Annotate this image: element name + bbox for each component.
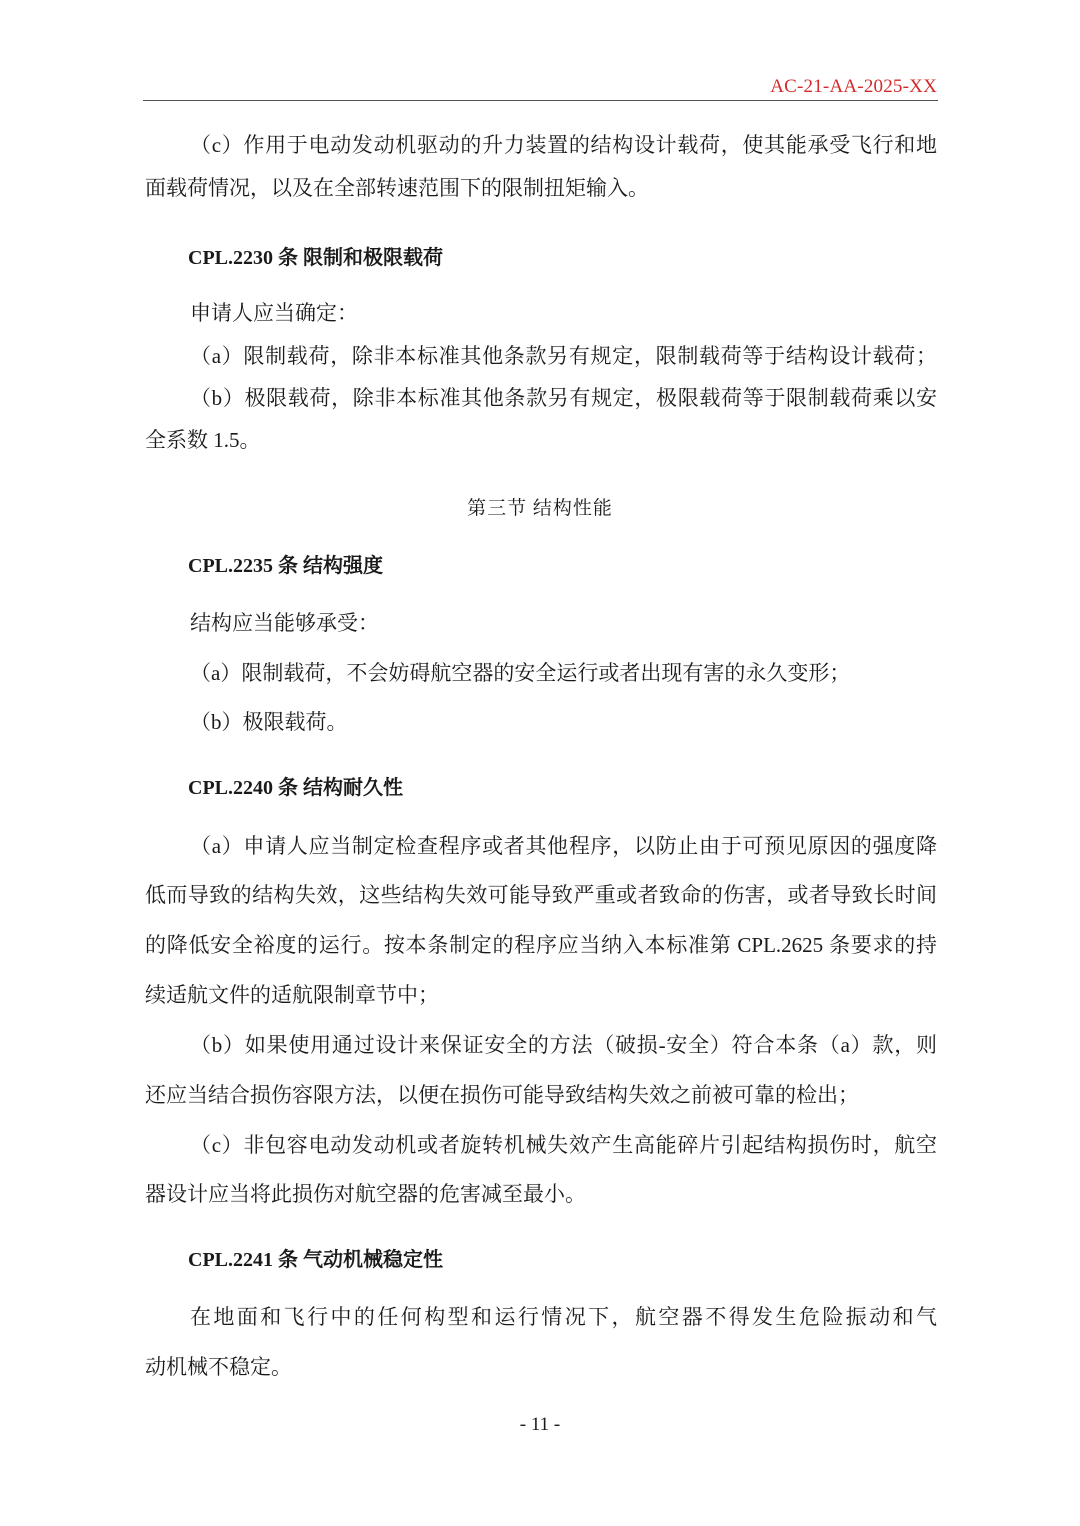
clause-heading: CPL.2241 条 气动机械稳定性	[188, 1249, 443, 1271]
header-divider	[143, 100, 938, 101]
text-line: 面载荷情况，以及在全部转速范围下的限制扭矩输入。	[145, 176, 649, 200]
text-line: （b）极限载荷，除非本标准其他条款另有规定，极限载荷等于限制载荷乘以安	[190, 386, 937, 410]
clause-heading: CPL.2240 条 结构耐久性	[188, 777, 403, 799]
text-line: 动机械不稳定。	[145, 1355, 292, 1379]
document-code: AC-21-AA-2025-XX	[770, 76, 937, 97]
text-line: 在地面和飞行中的任何构型和运行情况下，航空器不得发生危险振动和气	[190, 1305, 937, 1329]
text-line: 的降低安全裕度的运行。按本条制定的程序应当纳入本标准第 CPL.2625 条要求的持	[145, 933, 937, 957]
text-line: （c）作用于电动发动机驱动的升力装置的结构设计载荷，使其能承受飞行和地	[190, 133, 937, 157]
text-line: （b）如果使用通过设计来保证安全的方法（破损-安全）符合本条（a）款，则	[190, 1033, 937, 1057]
text-line: （c）非包容电动发动机或者旋转机械失效产生高能碎片引起结构损伤时，航空	[190, 1133, 937, 1157]
text-line: 申请人应当确定：	[190, 301, 358, 325]
section-title: 第三节 结构性能	[467, 498, 613, 519]
page-number: - 11 -	[519, 1414, 561, 1435]
text-line: （a）限制载荷，不会妨碍航空器的安全运行或者出现有害的永久变形；	[190, 661, 851, 685]
text-line: 续适航文件的适航限制章节中；	[145, 983, 439, 1007]
text-line: （b）极限载荷。	[190, 710, 348, 734]
clause-heading: CPL.2230 条 限制和极限载荷	[188, 247, 443, 269]
text-line: 器设计应当将此损伤对航空器的危害减至最小。	[145, 1182, 586, 1206]
text-line: （a）限制载荷，除非本标准其他条款另有规定，限制载荷等于结构设计载荷；	[190, 344, 937, 368]
text-line: 结构应当能够承受：	[190, 611, 379, 635]
clause-heading: CPL.2235 条 结构强度	[188, 555, 383, 577]
text-line: 低而导致的结构失效，这些结构失效可能导致严重或者致命的伤害，或者导致长时间	[145, 883, 937, 907]
text-line: （a）申请人应当制定检查程序或者其他程序，以防止由于可预见原因的强度降	[190, 834, 937, 858]
text-line: 全系数 1.5。	[145, 428, 261, 452]
text-line: 还应当结合损伤容限方法，以便在损伤可能导致结构失效之前被可靠的检出；	[145, 1083, 859, 1107]
